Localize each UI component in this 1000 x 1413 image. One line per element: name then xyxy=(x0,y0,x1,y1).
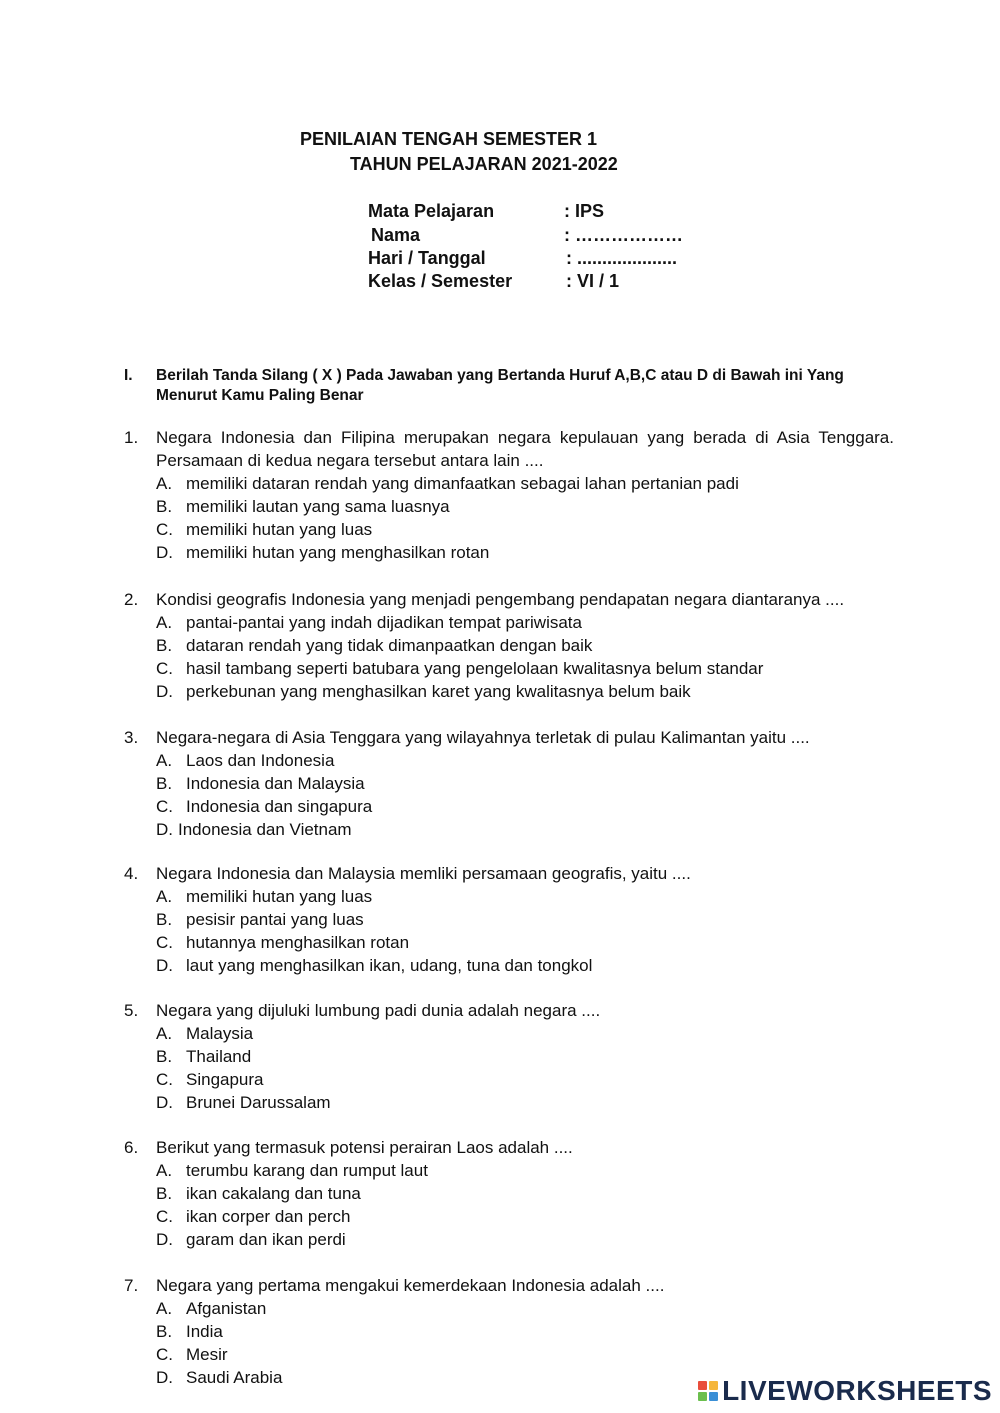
meta-value: : ……………… xyxy=(564,225,683,245)
option-text: ikan cakalang dan tuna xyxy=(186,1184,361,1203)
question-text: Negara yang dijuluki lumbung padi dunia adalah negara .... xyxy=(156,1001,601,1020)
option-text: Indonesia dan Vietnam xyxy=(178,820,352,839)
option-letter: B. xyxy=(156,910,173,929)
academic-year: TAHUN PELAJARAN 2021-2022 xyxy=(350,154,618,174)
option-d[interactable] xyxy=(156,1091,894,1114)
option-b[interactable] xyxy=(156,908,894,931)
option-a[interactable] xyxy=(156,1159,894,1182)
option-letter: C. xyxy=(156,520,173,539)
option-text: memiliki dataran rendah yang dimanfaatkan sebagai lahan pertanian padi xyxy=(186,474,739,493)
question-3 xyxy=(124,726,894,841)
question-text: Negara Indonesia dan Filipina merupakan negara kepulauan yang berada di Asia Tenggara. Persamaan di kedua negara tersebut antara lain .... xyxy=(156,428,894,470)
option-letter: C. xyxy=(156,659,173,678)
section-instruction xyxy=(124,366,894,406)
question-number: 2. xyxy=(124,590,139,609)
question-number: 7. xyxy=(124,1276,139,1295)
option-letter: A. xyxy=(156,751,173,770)
question-text: Negara-negara di Asia Tenggara yang wilayahnya terletak di pulau Kalimantan yaitu .... xyxy=(156,728,810,747)
option-text: hutannya menghasilkan rotan xyxy=(186,933,410,952)
option-letter: A. xyxy=(156,1161,173,1180)
option-letter: B. xyxy=(156,1322,173,1341)
question-number: 1. xyxy=(124,428,139,447)
option-a[interactable] xyxy=(156,611,894,634)
exam-title: PENILAIAN TENGAH SEMESTER 1 xyxy=(300,129,598,149)
option-a[interactable] xyxy=(156,885,894,908)
option-d[interactable] xyxy=(156,1228,894,1251)
option-text: ikan corper dan perch xyxy=(186,1207,351,1226)
option-letter: B. xyxy=(156,1184,173,1203)
option-letter: A. xyxy=(156,1024,173,1043)
option-letter: A. xyxy=(156,1299,173,1318)
option-b[interactable] xyxy=(156,495,894,518)
option-d[interactable] xyxy=(156,954,894,977)
question-number: 6. xyxy=(124,1138,139,1157)
option-b[interactable] xyxy=(156,1045,894,1068)
option-b[interactable] xyxy=(156,1320,894,1343)
meta-label: Kelas / Semester xyxy=(368,271,513,291)
question-text: Negara yang pertama mengakui kemerdekaan Indonesia adalah .... xyxy=(156,1276,665,1295)
meta-value: : VI / 1 xyxy=(566,271,620,291)
option-letter: D. xyxy=(156,820,173,839)
question-number: 3. xyxy=(124,728,139,747)
option-letter: D. xyxy=(156,1093,173,1112)
logo-square xyxy=(698,1381,707,1390)
option-text: memiliki hutan yang luas xyxy=(186,887,373,906)
option-a[interactable] xyxy=(156,1297,894,1320)
option-letter: D. xyxy=(156,543,173,562)
option-c[interactable] xyxy=(156,795,894,818)
option-d[interactable] xyxy=(156,680,894,703)
option-b[interactable] xyxy=(156,772,894,795)
option-c[interactable] xyxy=(156,657,894,680)
option-letter: B. xyxy=(156,774,173,793)
option-text: Afganistan xyxy=(186,1299,267,1318)
question-text: Berikut yang termasuk potensi perairan Laos adalah .... xyxy=(156,1138,573,1157)
option-letter: B. xyxy=(156,497,173,516)
option-c[interactable] xyxy=(156,518,894,541)
section-number: I. xyxy=(124,367,133,384)
option-c[interactable] xyxy=(156,1343,894,1366)
liveworksheets-watermark[interactable] xyxy=(698,1375,992,1407)
option-letter: B. xyxy=(156,1047,173,1066)
option-text: memiliki lautan yang sama luasnya xyxy=(186,497,450,516)
option-text: dataran rendah yang tidak dimanpaatkan dengan baik xyxy=(186,636,593,655)
option-text: India xyxy=(186,1322,223,1341)
question-text: Kondisi geografis Indonesia yang menjadi pengembang pendapatan negara diantaranya .... xyxy=(156,590,845,609)
option-letter: B. xyxy=(156,636,173,655)
option-letter: C. xyxy=(156,1345,173,1364)
question-7 xyxy=(124,1274,894,1389)
option-text: Indonesia dan singapura xyxy=(186,797,373,816)
logo-square xyxy=(709,1392,718,1401)
option-letter: D. xyxy=(156,1368,173,1387)
watermark-text: LIVEWORKSHEETS xyxy=(722,1375,992,1406)
option-text: garam dan ikan perdi xyxy=(186,1230,346,1249)
meta-label: Hari / Tanggal xyxy=(368,248,486,268)
question-number: 4. xyxy=(124,864,139,883)
question-1 xyxy=(124,426,894,564)
option-a[interactable] xyxy=(156,749,894,772)
option-c[interactable] xyxy=(156,1205,894,1228)
option-text: Laos dan Indonesia xyxy=(186,751,335,770)
option-text: Singapura xyxy=(186,1070,264,1089)
option-letter: C. xyxy=(156,1207,173,1226)
meta-value: : .................... xyxy=(566,248,678,268)
option-letter: D. xyxy=(156,682,173,701)
question-2 xyxy=(124,588,894,703)
option-letter: A. xyxy=(156,474,173,493)
option-c[interactable] xyxy=(156,1068,894,1091)
option-text: pesisir pantai yang luas xyxy=(186,910,364,929)
question-number: 5. xyxy=(124,1001,139,1020)
option-d[interactable] xyxy=(156,541,894,564)
option-text: perkebunan yang menghasilkan karet yang kwalitasnya belum baik xyxy=(186,682,691,701)
option-text: Brunei Darussalam xyxy=(186,1093,331,1112)
option-text: Thailand xyxy=(186,1047,252,1066)
option-a[interactable] xyxy=(156,472,894,495)
option-text: Saudi Arabia xyxy=(186,1368,283,1387)
logo-square xyxy=(698,1392,707,1401)
option-letter: A. xyxy=(156,887,173,906)
option-letter: A. xyxy=(156,613,173,632)
option-b[interactable] xyxy=(156,1182,894,1205)
option-c[interactable] xyxy=(156,931,894,954)
option-text: memiliki hutan yang menghasilkan rotan xyxy=(186,543,490,562)
option-text: Malaysia xyxy=(186,1024,254,1043)
option-text: pantai-pantai yang indah dijadikan tempat pariwisata xyxy=(186,613,582,632)
option-b[interactable] xyxy=(156,634,894,657)
logo-square xyxy=(709,1381,718,1390)
option-text: Indonesia dan Malaysia xyxy=(186,774,365,793)
meta-label: Nama xyxy=(371,225,421,245)
question-4 xyxy=(124,862,894,977)
option-letter: C. xyxy=(156,797,173,816)
option-text: Mesir xyxy=(186,1345,228,1364)
question-text: Negara Indonesia dan Malaysia memliki persamaan geografis, yaitu .... xyxy=(156,864,691,883)
question-5 xyxy=(124,999,894,1114)
option-letter: D. xyxy=(156,956,173,975)
option-text: laut yang menghasilkan ikan, udang, tuna dan tongkol xyxy=(186,956,593,975)
option-text: hasil tambang seperti batubara yang pengelolaan kwalitasnya belum standar xyxy=(186,659,764,678)
instruction-text: Berilah Tanda Silang ( X ) Pada Jawaban yang Bertanda Huruf A,B,C atau D di Bawah ini Yang Menurut Kamu Paling Benar xyxy=(156,367,844,404)
option-text: terumbu karang dan rumput laut xyxy=(186,1161,428,1180)
meta-value: : IPS xyxy=(564,201,605,221)
option-letter: D. xyxy=(156,1230,173,1249)
question-6 xyxy=(124,1136,894,1251)
liveworksheets-logo-icon xyxy=(698,1381,718,1401)
option-d[interactable] xyxy=(156,818,894,841)
option-text: memiliki hutan yang luas xyxy=(186,520,373,539)
option-a[interactable] xyxy=(156,1022,894,1045)
option-letter: C. xyxy=(156,933,173,952)
option-letter: C. xyxy=(156,1070,173,1089)
meta-label: Mata Pelajaran xyxy=(368,201,495,221)
